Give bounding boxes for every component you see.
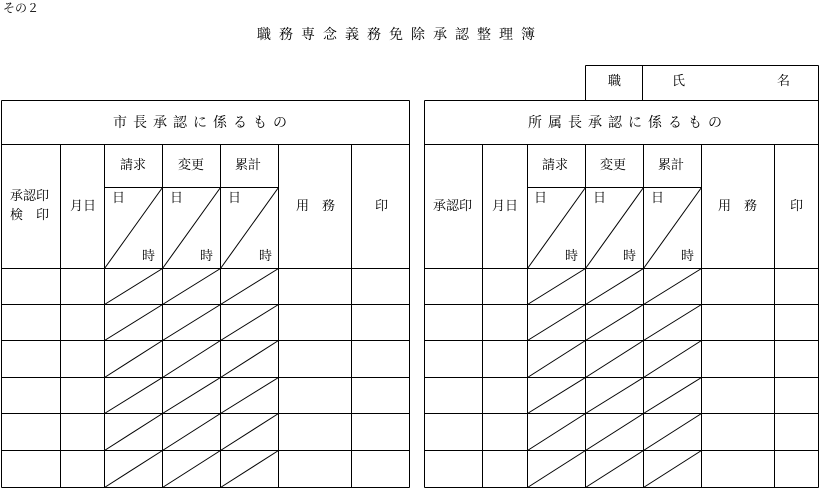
left-col-approval-seal-2: 検 印 <box>10 208 50 223</box>
right-cumulative-day: 日 <box>651 191 665 206</box>
right-table-cell-diagonal <box>586 305 644 341</box>
right-table-cell-diagonal <box>644 378 702 414</box>
left-table-cell-diagonal <box>105 414 163 451</box>
left-change-day: 日 <box>170 191 184 206</box>
right-col-request: 請求 <box>542 158 569 173</box>
left-table-cell-diagonal <box>163 451 221 488</box>
left-col-request: 請求 <box>120 158 147 173</box>
right-table-cell-diagonal <box>528 269 586 305</box>
left-table-cell-diagonal <box>163 378 221 414</box>
left-table-cell-diagonal <box>221 305 279 341</box>
right-col-approval-seal: 承認印 <box>433 199 473 214</box>
right-section-title: 所属長承認に係るもの <box>528 115 728 131</box>
right-table-cell-diagonal <box>528 451 586 488</box>
left-table-cell-diagonal <box>163 341 221 378</box>
right-request-hour: 時 <box>565 249 579 264</box>
left-col-change: 変更 <box>178 158 205 173</box>
left-col-approval-seal-1: 承認印 <box>10 189 50 204</box>
right-table-cell-diagonal <box>586 414 644 451</box>
right-change-day: 日 <box>593 191 607 206</box>
right-col-cumulative: 累計 <box>658 158 685 173</box>
left-table-cell-diagonal <box>221 341 279 378</box>
left-table-cell-diagonal <box>163 305 221 341</box>
right-change-hour: 時 <box>623 249 637 264</box>
left-col-cumulative: 累計 <box>235 158 262 173</box>
right-table-cell-diagonal <box>586 451 644 488</box>
left-request-day: 日 <box>112 191 126 206</box>
left-request-hour: 時 <box>142 249 156 264</box>
left-table-cell-diagonal <box>163 414 221 451</box>
right-cumulative-hour: 時 <box>681 249 695 264</box>
right-table-cell-diagonal <box>644 414 702 451</box>
left-table-cell-diagonal <box>221 414 279 451</box>
left-table-cell-diagonal <box>105 269 163 305</box>
name-label-2: 名 <box>777 74 791 89</box>
left-table-cell-diagonal <box>221 269 279 305</box>
right-col-change: 変更 <box>600 158 627 173</box>
right-table-cell-diagonal <box>528 305 586 341</box>
page-label: その２ <box>3 1 40 15</box>
right-col-business: 用 務 <box>718 199 758 214</box>
left-table-cell-diagonal <box>221 378 279 414</box>
left-table-cell-diagonal <box>221 451 279 488</box>
left-table-cell-diagonal <box>105 378 163 414</box>
right-table-cell-diagonal <box>644 305 702 341</box>
right-table-cell-diagonal <box>528 414 586 451</box>
right-table-cell-diagonal <box>586 341 644 378</box>
left-table-cell-diagonal <box>105 305 163 341</box>
right-request-day: 日 <box>534 191 548 206</box>
right-table-cell-diagonal <box>528 378 586 414</box>
left-col-date: 月日 <box>70 199 97 214</box>
left-cumulative-day: 日 <box>228 191 242 206</box>
left-section-title: 市長承認に係るもの <box>113 115 293 131</box>
right-table-cell-diagonal <box>528 341 586 378</box>
right-table-cell-diagonal <box>644 341 702 378</box>
left-cumulative-hour: 時 <box>259 249 273 264</box>
left-col-business: 用 務 <box>296 199 336 214</box>
right-table-cell-diagonal <box>644 451 702 488</box>
right-col-date: 月日 <box>492 199 519 214</box>
left-table-cell-diagonal <box>105 341 163 378</box>
right-table-cell-diagonal <box>644 269 702 305</box>
right-col-seal: 印 <box>790 199 804 214</box>
left-change-hour: 時 <box>200 249 214 264</box>
page-title: 職務専念義務免除承認整理簿 <box>257 27 543 43</box>
right-table-cell-diagonal <box>586 269 644 305</box>
left-col-seal: 印 <box>375 199 389 214</box>
position-label: 職 <box>608 74 622 89</box>
name-label-1: 氏 <box>672 74 686 89</box>
left-table-cell-diagonal <box>163 269 221 305</box>
right-table-cell-diagonal <box>586 378 644 414</box>
left-table-cell-diagonal <box>105 451 163 488</box>
